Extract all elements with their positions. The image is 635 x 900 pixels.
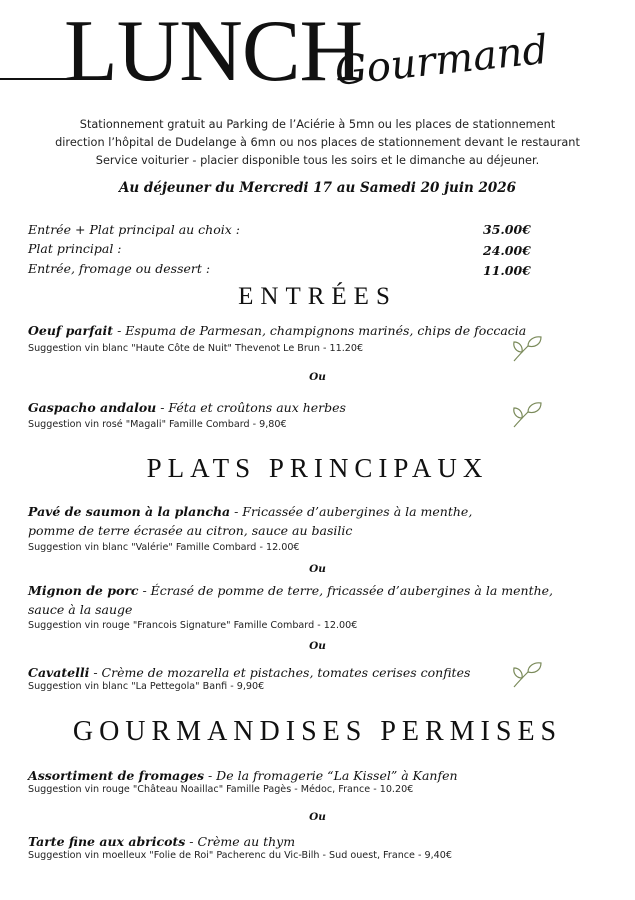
- dish-description: - Espuma de Parmesan, champignons marinés, chips de foccacia: [113, 323, 527, 338]
- price-value-main: 24.00€: [483, 243, 531, 258]
- dish-description: - Féta et croûtons aux herbes: [156, 400, 346, 415]
- dish-description: - Écrasé de pomme de terre, fricassée d’aubergines à la menthe,: [138, 583, 554, 598]
- dish-gaspacho: [28, 398, 588, 417]
- dish-description: - De la fromagerie “La Kissel” à Kanfen: [204, 768, 458, 783]
- separator-ou: Ou: [309, 563, 326, 575]
- page-subtitle-script: Gourmand: [332, 26, 551, 95]
- wine-suggestion: Suggestion vin blanc "Haute Côte de Nuit" Thevenot Le Brun - 11.20€: [28, 343, 364, 354]
- wine-suggestion: Suggestion vin rouge "Château Noaillac" Famille Pagès - Médoc, France - 10.20€: [28, 784, 414, 795]
- separator-ou: Ou: [309, 371, 326, 383]
- dish-mignon-de-porc: [28, 581, 588, 600]
- vegetarian-leaf-icon: [510, 334, 544, 364]
- dish-mignon-description-continued: sauce à la sauge: [28, 602, 133, 617]
- price-label-main: Plat principal :: [28, 241, 122, 256]
- vegetarian-leaf-icon: [510, 400, 544, 430]
- wine-suggestion: Suggestion vin blanc "La Pettegola" Banfi - 9,90€: [28, 681, 265, 692]
- separator-ou: Ou: [309, 811, 326, 823]
- price-label-single: Entrée, fromage ou dessert :: [28, 261, 211, 276]
- parking-info-line-2: direction l’hôpital de Dudelange à 6mn ou nos places de stationnement devant le restaurant: [55, 136, 580, 149]
- dish-description: - Crème de mozarella et pistaches, tomates cerises confites: [89, 665, 471, 680]
- dish-description: - Crème au thym: [185, 834, 296, 849]
- dish-name: Assortiment de fromages: [28, 768, 205, 783]
- menu-dates: Au déjeuner du Mercredi 17 au Samedi 20 juin 2026: [118, 180, 517, 196]
- vegetarian-leaf-icon: [510, 660, 544, 690]
- dish-name: Tarte fine aux abricots: [28, 834, 186, 849]
- dish-name: Mignon de porc: [28, 583, 139, 598]
- dish-name: Oeuf parfait: [28, 323, 114, 338]
- price-value-single: 11.00€: [483, 263, 531, 278]
- dish-saumon: [28, 502, 588, 521]
- wine-suggestion: Suggestion vin rouge "Francois Signature" Famille Combard - 12.00€: [28, 620, 358, 631]
- price-label-combo: Entrée + Plat principal au choix :: [28, 222, 240, 237]
- section-title-plats: PLATS PRINCIPAUX: [146, 453, 489, 483]
- wine-suggestion: Suggestion vin moelleux "Folie de Roi" Pacherenc du Vic-Bilh - Sud ouest, France - 9,40€: [28, 850, 452, 861]
- parking-info-line-1: Stationnement gratuit au Parking de l’Aciérie à 5mn ou les places de stationnement: [79, 118, 556, 131]
- wine-suggestion: Suggestion vin blanc "Valérie" Famille Combard - 12.00€: [28, 542, 300, 553]
- dish-name: Cavatelli: [28, 665, 90, 680]
- section-title-entrees: ENTRÉES: [238, 283, 397, 310]
- dish-name: Gaspacho andalou: [28, 400, 157, 415]
- valet-info-line: Service voiturier - placier disponible tous les soirs et le dimanche au déjeuner.: [95, 154, 540, 167]
- title-rule: [0, 78, 72, 80]
- wine-suggestion: Suggestion vin rosé "Magali" Famille Combard - 9,80€: [28, 419, 287, 430]
- separator-ou: Ou: [309, 640, 326, 652]
- dish-oeuf-parfait: [28, 321, 588, 340]
- dish-name: Pavé de saumon à la plancha: [28, 504, 231, 519]
- page-title: LUNCH: [64, 3, 363, 100]
- price-value-combo: 35.00€: [483, 222, 531, 237]
- section-title-gourmandises: GOURMANDISES PERMISES: [72, 716, 563, 747]
- dish-description: - Fricassée d’aubergines à la menthe,: [230, 504, 473, 519]
- dish-saumon-description-continued: pomme de terre écrasée au citron, sauce au basilic: [28, 523, 353, 538]
